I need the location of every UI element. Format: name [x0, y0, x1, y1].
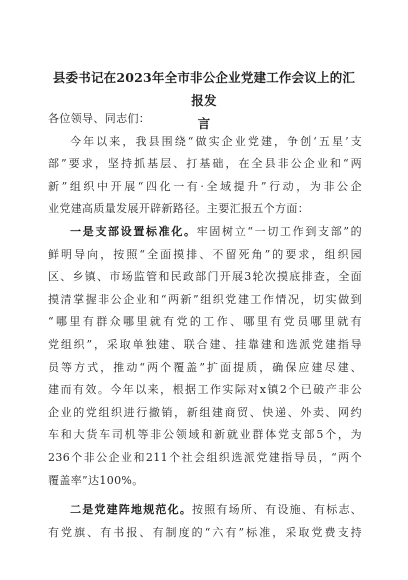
paragraph-line: 企业的党组织进行撤销，新组建商贸、快递、外卖、网约 [48, 405, 362, 419]
paragraph-line: 业党建高质量发展开辟新路径。主要汇报五个方面： [48, 202, 310, 216]
document-body [48, 108, 362, 544]
paragraph-line: 党组织”，采取单独建、联合建、挂靠建和选派党建指导 [48, 337, 362, 351]
paragraph-line: 鲜明导向，按照“全面摸排、不留死角”的要求，组织园 [48, 247, 362, 261]
section-1-paragraph [48, 221, 362, 492]
paragraph-line: 部”要求，坚持抓基层、打基础，在全县非公企业和“两 [48, 157, 362, 171]
title-line-2: 言 [197, 116, 211, 131]
paragraph-line: 236个非公企业和211个社会组织选派党建指导员，“两个 [48, 450, 362, 464]
section-1-first-line [48, 221, 362, 244]
paragraph-line: 员等方式，推动“两个覆盖”扩面提质，确保应建尽建、 [48, 360, 362, 374]
section-1-heading: 一是支部设置标准化。 [70, 224, 197, 238]
paragraph-spacer [48, 492, 362, 499]
paragraph-line: “哪里有群众哪里就有党的工作、哪里有党员哪里就有 [48, 315, 362, 329]
intro-paragraph [48, 131, 362, 221]
greeting: 各位领导、同志们： [48, 112, 151, 125]
paragraph-line: 车和大货车司机等非公领域和新就业群体党支部5个，为 [48, 428, 362, 442]
paragraph-line: 摸清掌握非公企业和“两新”组织党建工作情况，切实做到 [48, 292, 362, 306]
paragraph-line: 有党旗、有书报、有制度的“六有”标准，采取党费支持 [48, 525, 362, 539]
section-2-paragraph [48, 499, 362, 544]
section-2-heading: 二是党建阵地规范化。 [70, 503, 193, 517]
paragraph-line: 今年以来，我县围绕“做实企业党建，争创‘五星’支 [70, 134, 362, 148]
section-2-first-line [48, 499, 362, 522]
paragraph-line: 新”组织中开展“四化一有·全域提升”行动，为非公企 [48, 179, 362, 193]
paragraph-line: 区、乡镇、市场监管和民政部门开展3轮次摸底排查，全面 [48, 270, 362, 284]
title-line-1: 县委书记在2023年全市非公企业党建工作会议上的汇报发 [52, 70, 356, 108]
section-1-first-line-text: 牢固树立“一切工作到支部”的 [196, 224, 362, 238]
section-2-first-line-text: 按照有场所、有设施、有标志、 [192, 503, 363, 517]
paragraph-line: 建而有效。今年以来，根据工作实际对x镇2个已破产非公 [48, 383, 362, 397]
paragraph-line: 覆盖率”达100%。 [48, 473, 144, 487]
